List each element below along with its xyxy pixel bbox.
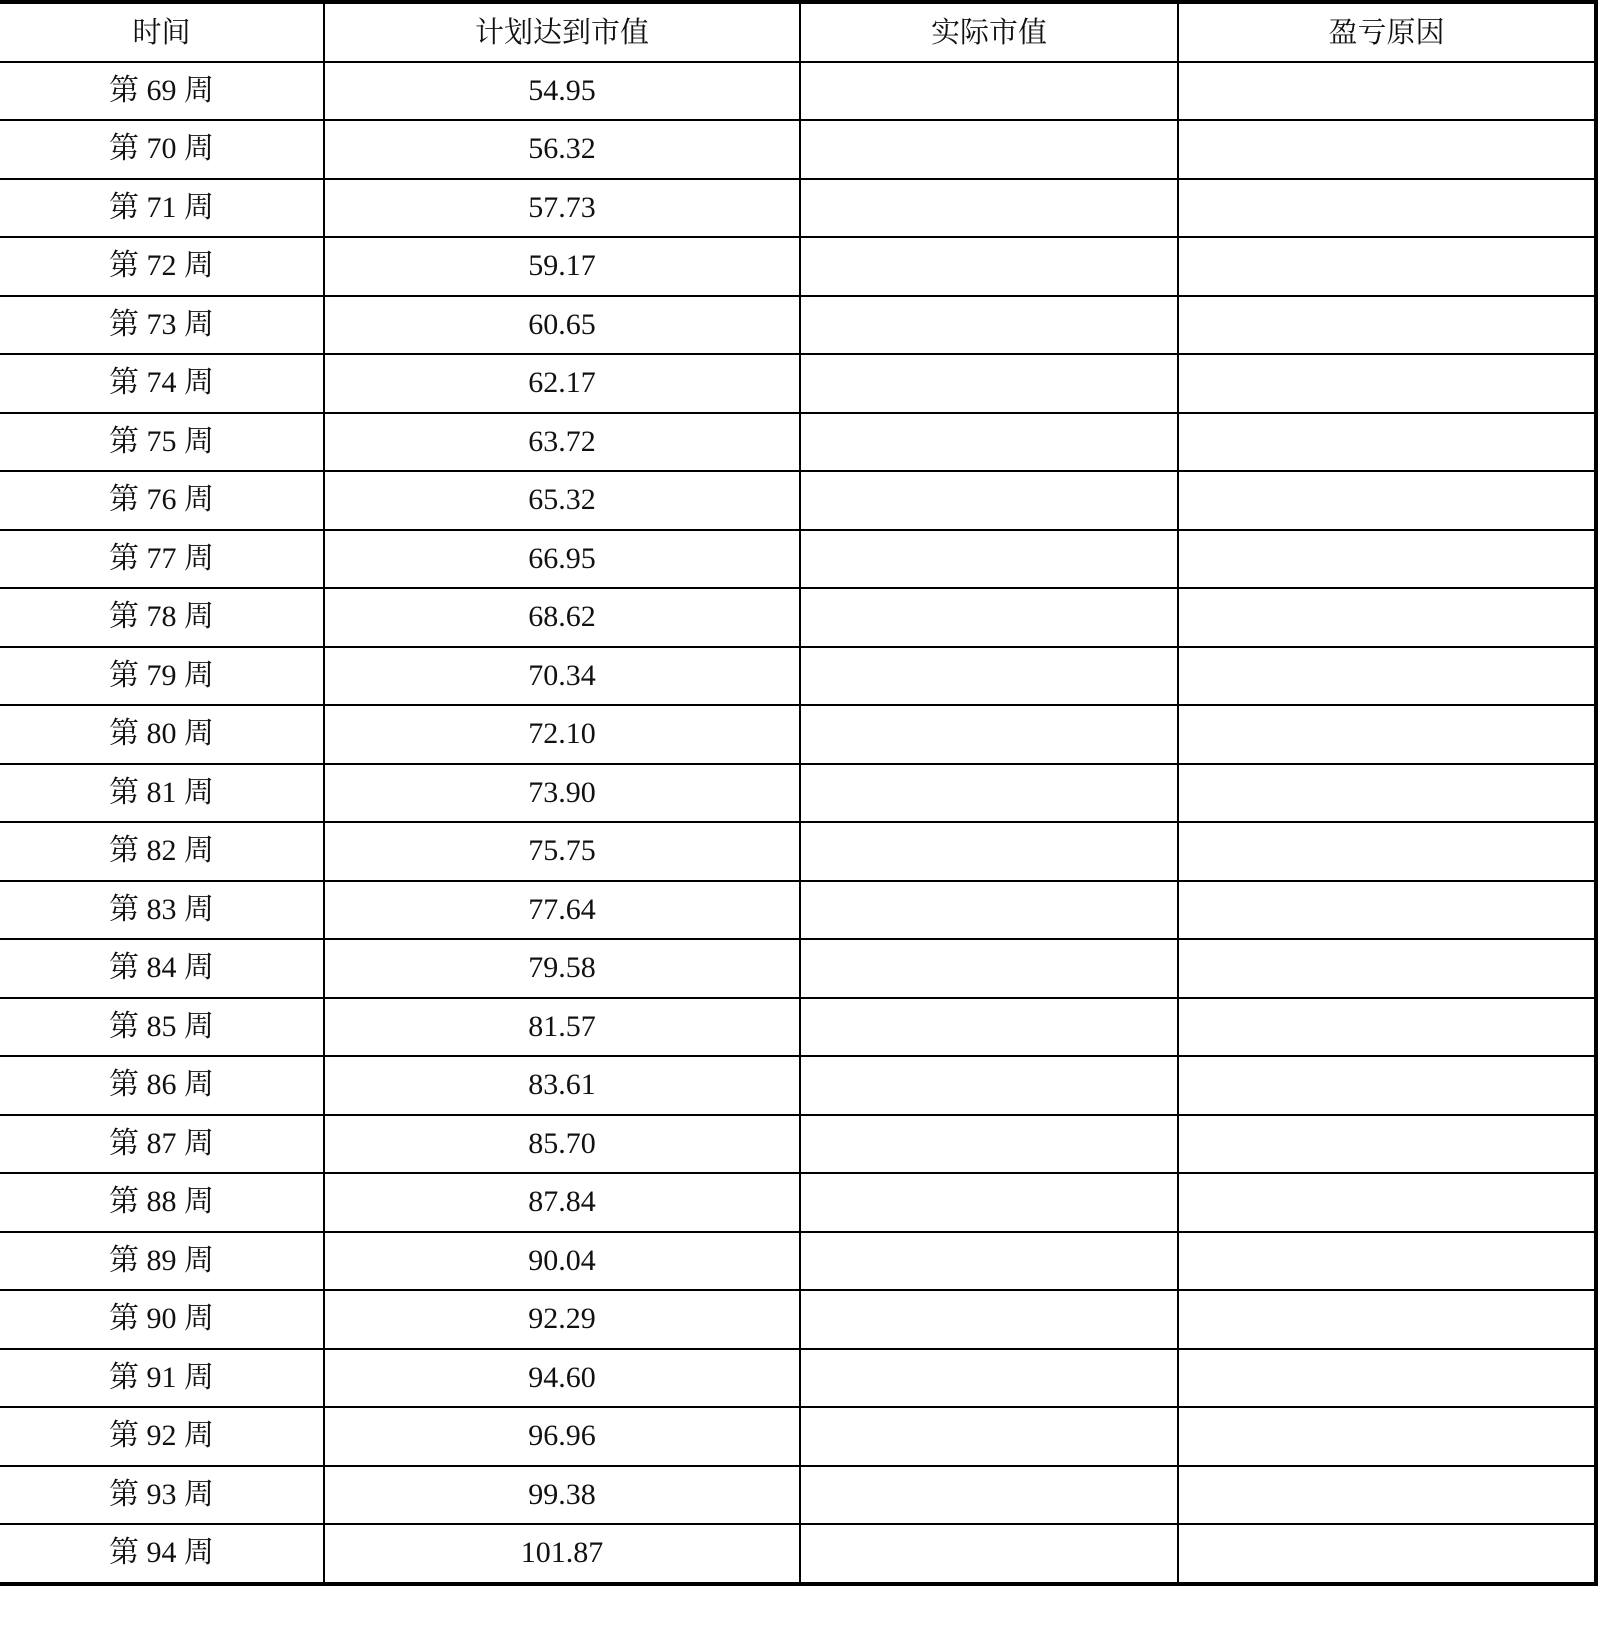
cell-actual-value (800, 530, 1178, 589)
cell-planned-value: 75.75 (324, 822, 800, 881)
cell-week: 第 73 周 (0, 296, 324, 355)
table-row (0, 120, 1596, 179)
cell-planned-value: 90.04 (324, 1232, 800, 1291)
header-planned-value: 计划达到市值 (324, 2, 800, 62)
cell-week: 第 78 周 (0, 588, 324, 647)
cell-planned-value: 94.60 (324, 1349, 800, 1408)
cell-profit-loss-reason (1178, 705, 1596, 764)
cell-profit-loss-reason (1178, 588, 1596, 647)
cell-profit-loss-reason (1178, 1173, 1596, 1232)
cell-actual-value (800, 1056, 1178, 1115)
cell-planned-value: 59.17 (324, 237, 800, 296)
table-row (0, 1349, 1596, 1408)
cell-planned-value: 77.64 (324, 881, 800, 940)
cell-planned-value: 68.62 (324, 588, 800, 647)
cell-profit-loss-reason (1178, 296, 1596, 355)
cell-actual-value (800, 354, 1178, 413)
cell-actual-value (800, 62, 1178, 121)
cell-week: 第 83 周 (0, 881, 324, 940)
cell-profit-loss-reason (1178, 530, 1596, 589)
cell-actual-value (800, 471, 1178, 530)
cell-actual-value (800, 296, 1178, 355)
cell-actual-value (800, 1115, 1178, 1174)
cell-profit-loss-reason (1178, 1466, 1596, 1525)
cell-week: 第 75 周 (0, 413, 324, 472)
cell-week: 第 92 周 (0, 1407, 324, 1466)
cell-planned-value: 54.95 (324, 62, 800, 121)
cell-week: 第 88 周 (0, 1173, 324, 1232)
table-row (0, 237, 1596, 296)
table-row (0, 1115, 1596, 1174)
table-row (0, 1290, 1596, 1349)
cell-week: 第 74 周 (0, 354, 324, 413)
header-row (0, 2, 1596, 62)
cell-profit-loss-reason (1178, 237, 1596, 296)
cell-actual-value (800, 1173, 1178, 1232)
cell-profit-loss-reason (1178, 1115, 1596, 1174)
table-row (0, 939, 1596, 998)
cell-week: 第 85 周 (0, 998, 324, 1057)
cell-actual-value (800, 998, 1178, 1057)
cell-week: 第 77 周 (0, 530, 324, 589)
cell-week: 第 72 周 (0, 237, 324, 296)
cell-profit-loss-reason (1178, 1290, 1596, 1349)
cell-actual-value (800, 1524, 1178, 1584)
cell-profit-loss-reason (1178, 120, 1596, 179)
cell-planned-value: 60.65 (324, 296, 800, 355)
cell-profit-loss-reason (1178, 1056, 1596, 1115)
cell-planned-value: 73.90 (324, 764, 800, 823)
cell-actual-value (800, 939, 1178, 998)
cell-profit-loss-reason (1178, 998, 1596, 1057)
cell-planned-value: 87.84 (324, 1173, 800, 1232)
table-header (0, 2, 1596, 62)
cell-week: 第 87 周 (0, 1115, 324, 1174)
cell-profit-loss-reason (1178, 354, 1596, 413)
table-row (0, 881, 1596, 940)
table-row (0, 413, 1596, 472)
table-row (0, 1173, 1596, 1232)
table-row (0, 764, 1596, 823)
cell-week: 第 93 周 (0, 1466, 324, 1525)
cell-actual-value (800, 120, 1178, 179)
table-row (0, 62, 1596, 121)
cell-planned-value: 65.32 (324, 471, 800, 530)
cell-actual-value (800, 822, 1178, 881)
cell-planned-value: 72.10 (324, 705, 800, 764)
table-row (0, 998, 1596, 1057)
cell-week: 第 76 周 (0, 471, 324, 530)
table-row (0, 705, 1596, 764)
cell-week: 第 80 周 (0, 705, 324, 764)
cell-planned-value: 83.61 (324, 1056, 800, 1115)
cell-week: 第 94 周 (0, 1524, 324, 1584)
table-row (0, 588, 1596, 647)
cell-actual-value (800, 881, 1178, 940)
cell-actual-value (800, 237, 1178, 296)
table-row (0, 1407, 1596, 1466)
cell-week: 第 89 周 (0, 1232, 324, 1291)
cell-week: 第 91 周 (0, 1349, 324, 1408)
header-actual-value: 实际市值 (800, 2, 1178, 62)
cell-planned-value: 85.70 (324, 1115, 800, 1174)
cell-week: 第 82 周 (0, 822, 324, 881)
cell-actual-value (800, 1349, 1178, 1408)
cell-planned-value: 92.29 (324, 1290, 800, 1349)
cell-profit-loss-reason (1178, 62, 1596, 121)
cell-profit-loss-reason (1178, 939, 1596, 998)
table-body (0, 62, 1596, 1584)
cell-profit-loss-reason (1178, 881, 1596, 940)
cell-week: 第 70 周 (0, 120, 324, 179)
cell-profit-loss-reason (1178, 1407, 1596, 1466)
cell-week: 第 90 周 (0, 1290, 324, 1349)
cell-week: 第 81 周 (0, 764, 324, 823)
cell-profit-loss-reason (1178, 822, 1596, 881)
cell-week: 第 79 周 (0, 647, 324, 706)
cell-planned-value: 99.38 (324, 1466, 800, 1525)
table-row (0, 647, 1596, 706)
cell-week: 第 69 周 (0, 62, 324, 121)
cell-actual-value (800, 1466, 1178, 1525)
table-row (0, 530, 1596, 589)
cell-profit-loss-reason (1178, 179, 1596, 238)
cell-planned-value: 81.57 (324, 998, 800, 1057)
table-row (0, 1056, 1596, 1115)
cell-planned-value: 62.17 (324, 354, 800, 413)
cell-actual-value (800, 764, 1178, 823)
cell-actual-value (800, 1290, 1178, 1349)
table-row (0, 1466, 1596, 1525)
table-row (0, 1524, 1596, 1584)
cell-planned-value: 57.73 (324, 179, 800, 238)
cell-actual-value (800, 1407, 1178, 1466)
table-row (0, 354, 1596, 413)
cell-planned-value: 63.72 (324, 413, 800, 472)
cell-actual-value (800, 705, 1178, 764)
cell-week: 第 86 周 (0, 1056, 324, 1115)
table-row (0, 179, 1596, 238)
table-row (0, 822, 1596, 881)
cell-actual-value (800, 179, 1178, 238)
cell-actual-value (800, 588, 1178, 647)
cell-actual-value (800, 413, 1178, 472)
table-row (0, 1232, 1596, 1291)
table-row (0, 296, 1596, 355)
cell-profit-loss-reason (1178, 1232, 1596, 1291)
cell-profit-loss-reason (1178, 1349, 1596, 1408)
cell-planned-value: 66.95 (324, 530, 800, 589)
cell-actual-value (800, 1232, 1178, 1291)
cell-week: 第 84 周 (0, 939, 324, 998)
cell-planned-value: 56.32 (324, 120, 800, 179)
cell-actual-value (800, 647, 1178, 706)
cell-profit-loss-reason (1178, 647, 1596, 706)
cell-planned-value: 79.58 (324, 939, 800, 998)
cell-profit-loss-reason (1178, 764, 1596, 823)
cell-profit-loss-reason (1178, 413, 1596, 472)
cell-profit-loss-reason (1178, 471, 1596, 530)
header-profit-loss-reason: 盈亏原因 (1178, 2, 1596, 62)
cell-week: 第 71 周 (0, 179, 324, 238)
cell-planned-value: 101.87 (324, 1524, 800, 1584)
table-row (0, 471, 1596, 530)
cell-profit-loss-reason (1178, 1524, 1596, 1584)
header-time: 时间 (0, 2, 324, 62)
cell-planned-value: 70.34 (324, 647, 800, 706)
cell-planned-value: 96.96 (324, 1407, 800, 1466)
